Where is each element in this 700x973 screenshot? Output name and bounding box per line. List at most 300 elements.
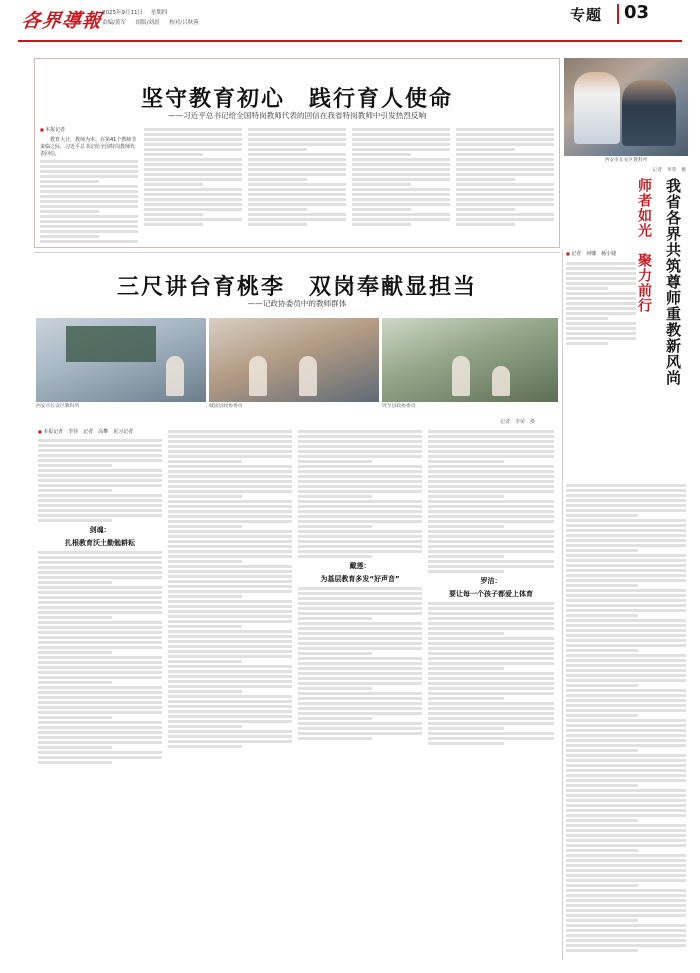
text-line xyxy=(38,606,162,609)
text-line xyxy=(168,710,292,713)
text-line xyxy=(566,664,686,667)
date-text: 2025年9月11日 xyxy=(102,10,143,16)
text-line xyxy=(38,464,112,467)
paragraph xyxy=(40,215,138,238)
text-line xyxy=(298,540,422,543)
text-line xyxy=(38,686,162,689)
text-line xyxy=(566,332,636,335)
text-line xyxy=(38,671,162,674)
text-line xyxy=(566,884,638,887)
section-divider xyxy=(617,4,619,24)
text-line xyxy=(298,697,422,700)
text-line xyxy=(428,550,554,553)
text-line xyxy=(168,570,292,573)
paragraph xyxy=(144,218,242,226)
text-line xyxy=(566,342,608,345)
text-line xyxy=(40,210,99,213)
text-line xyxy=(38,666,162,669)
text-line xyxy=(566,704,686,707)
text-line xyxy=(168,590,292,593)
text-line xyxy=(248,198,346,201)
text-line xyxy=(566,899,686,902)
article2-headline: 三尺讲台育桃李 双岗奉献显担当 xyxy=(116,275,477,300)
article2-photo-credit: 记者 李荣 摄 xyxy=(500,419,536,425)
article1-headline: 坚守教育初心 践行育人使命 xyxy=(140,87,453,112)
text-line xyxy=(298,485,422,488)
text-line xyxy=(298,727,422,730)
text-line xyxy=(428,545,554,548)
paragraph xyxy=(566,854,686,887)
text-line xyxy=(168,600,292,603)
paragraph xyxy=(428,465,554,498)
text-line xyxy=(352,138,450,141)
text-line xyxy=(566,569,686,572)
text-line xyxy=(144,158,242,161)
text-line xyxy=(566,829,686,832)
text-line xyxy=(428,485,554,488)
text-line xyxy=(566,769,686,772)
text-line xyxy=(38,661,162,664)
text-line xyxy=(566,624,686,627)
text-line xyxy=(144,173,242,176)
text-line xyxy=(456,178,515,181)
text-line xyxy=(566,689,686,692)
text-line xyxy=(248,173,346,176)
text-line xyxy=(456,193,554,196)
text-line xyxy=(428,712,554,715)
text-line xyxy=(566,764,686,767)
text-line xyxy=(566,267,636,270)
paragraph xyxy=(40,185,138,213)
text-line xyxy=(456,218,554,221)
paragraph xyxy=(168,530,292,563)
text-line xyxy=(428,490,554,493)
paragraph xyxy=(38,551,162,584)
text-line xyxy=(248,218,346,221)
text-line xyxy=(168,580,292,583)
text-line xyxy=(144,213,203,216)
article1-photo-credit: 记者 李荣 摄 xyxy=(652,168,686,173)
text-line xyxy=(352,153,411,156)
text-line xyxy=(566,929,686,932)
text-line xyxy=(298,652,372,655)
text-line xyxy=(566,312,636,315)
text-line xyxy=(566,794,686,797)
text-line xyxy=(566,679,686,682)
text-line xyxy=(144,128,242,131)
text-line xyxy=(298,737,372,740)
text-line xyxy=(566,539,686,542)
text-line xyxy=(298,592,422,595)
section-heading: 为基层教育多发“好声音” xyxy=(320,575,400,583)
paragraph xyxy=(168,630,292,663)
paragraph xyxy=(352,188,450,211)
text-line xyxy=(456,158,554,161)
text-line xyxy=(248,128,346,131)
text-line xyxy=(566,282,636,285)
text-line xyxy=(428,607,554,610)
text-line xyxy=(566,869,686,872)
paragraph xyxy=(38,494,162,522)
text-line xyxy=(456,208,515,211)
text-line xyxy=(38,716,112,719)
paragraph xyxy=(38,439,162,467)
text-line xyxy=(38,626,162,629)
text-line xyxy=(566,589,686,592)
paragraph xyxy=(566,262,636,290)
text-line xyxy=(456,198,554,201)
text-line xyxy=(456,138,554,141)
paragraph xyxy=(566,292,636,320)
text-line xyxy=(428,722,554,725)
text-line xyxy=(566,724,686,727)
text-line xyxy=(566,322,636,325)
text-line xyxy=(566,759,686,762)
article1-column-2 xyxy=(144,126,242,244)
text-line xyxy=(566,849,638,852)
text-line xyxy=(428,525,504,528)
text-line xyxy=(428,687,554,690)
text-line xyxy=(428,642,554,645)
text-line xyxy=(38,519,112,522)
text-line xyxy=(566,814,686,817)
text-line xyxy=(352,158,450,161)
text-line xyxy=(298,632,422,635)
text-line xyxy=(456,128,554,131)
paragraph xyxy=(298,587,422,620)
article2-photo-2 xyxy=(209,318,379,402)
text-line xyxy=(168,440,292,443)
text-line xyxy=(40,200,138,203)
text-line xyxy=(566,744,686,747)
text-line xyxy=(144,168,242,171)
text-line xyxy=(38,641,162,644)
text-line xyxy=(38,736,162,739)
paragraph xyxy=(566,889,686,922)
newspaper-logo: 各界導報 xyxy=(20,10,104,32)
text-line xyxy=(298,495,372,498)
text-line xyxy=(428,727,504,730)
text-line xyxy=(38,746,112,749)
text-line xyxy=(38,656,162,659)
text-line xyxy=(428,702,554,705)
text-line xyxy=(428,570,504,573)
text-line xyxy=(168,695,292,698)
text-line xyxy=(168,460,242,463)
text-line xyxy=(352,213,450,216)
text-line xyxy=(40,240,138,243)
text-line xyxy=(168,620,292,623)
text-line xyxy=(428,510,554,513)
text-line xyxy=(566,669,686,672)
text-line xyxy=(248,143,346,146)
text-line xyxy=(248,208,307,211)
text-line xyxy=(248,188,346,191)
article2-column-4 xyxy=(428,428,554,958)
text-line xyxy=(566,934,686,937)
text-line xyxy=(298,435,422,438)
text-line xyxy=(566,864,686,867)
text-line xyxy=(168,660,242,663)
text-line xyxy=(38,479,162,482)
article1-column-5 xyxy=(456,126,554,244)
text-line xyxy=(428,520,554,523)
text-line xyxy=(38,741,162,744)
text-line xyxy=(352,188,450,191)
text-line xyxy=(566,584,638,587)
paragraph xyxy=(248,153,346,181)
text-line xyxy=(168,530,292,533)
text-line xyxy=(566,889,686,892)
text-line xyxy=(168,515,292,518)
text-line xyxy=(168,610,292,613)
paragraph xyxy=(38,751,162,764)
text-line xyxy=(566,804,686,807)
paragraph xyxy=(144,188,242,216)
text-line xyxy=(352,223,411,226)
text-line xyxy=(566,307,636,310)
text-line xyxy=(352,198,450,201)
text-line xyxy=(428,555,504,558)
text-line xyxy=(566,554,686,557)
text-line xyxy=(168,745,242,748)
text-line xyxy=(298,470,422,473)
text-line xyxy=(566,499,686,502)
text-line xyxy=(566,297,636,300)
paragraph xyxy=(298,430,422,463)
text-line xyxy=(38,696,162,699)
text-line xyxy=(352,133,450,136)
paragraph xyxy=(428,637,554,670)
text-line xyxy=(168,455,292,458)
text-line xyxy=(298,587,422,590)
text-line xyxy=(428,440,554,443)
text-line xyxy=(566,574,686,577)
text-line xyxy=(298,545,422,548)
paragraph xyxy=(40,240,138,244)
text-line xyxy=(38,454,162,457)
paragraph xyxy=(248,213,346,226)
text-line xyxy=(566,302,636,305)
text-line xyxy=(352,203,450,206)
text-line xyxy=(38,726,162,729)
text-line xyxy=(566,272,636,275)
text-line xyxy=(168,510,292,513)
text-line xyxy=(298,510,422,513)
text-line xyxy=(38,706,162,709)
text-line xyxy=(298,550,422,553)
text-line xyxy=(566,939,686,942)
text-line xyxy=(38,631,162,634)
paragraph xyxy=(566,754,686,787)
text-line xyxy=(352,128,450,131)
text-line xyxy=(168,485,292,488)
text-line xyxy=(566,709,686,712)
text-line xyxy=(40,225,138,228)
text-line xyxy=(352,168,450,171)
article-divider xyxy=(34,252,560,253)
text-line xyxy=(38,756,162,759)
text-line xyxy=(38,636,162,639)
paragraph xyxy=(428,702,554,730)
photo-person-1 xyxy=(574,72,620,144)
article2-column-3 xyxy=(298,428,422,958)
text-line xyxy=(566,719,686,722)
text-line xyxy=(566,494,686,497)
text-line xyxy=(168,560,242,563)
text-line xyxy=(144,133,242,136)
weekday-text: 星期四 xyxy=(150,10,168,16)
paragraph xyxy=(298,657,422,690)
paragraph xyxy=(566,654,686,687)
text-line xyxy=(298,647,422,650)
paragraph xyxy=(428,602,554,635)
text-line xyxy=(566,844,686,847)
text-line xyxy=(352,183,411,186)
text-line xyxy=(566,337,636,340)
paragraph xyxy=(168,565,292,598)
column-divider xyxy=(562,250,563,960)
text-line xyxy=(168,650,292,653)
text-line xyxy=(38,596,162,599)
text-line xyxy=(144,138,242,141)
text-line xyxy=(566,629,686,632)
text-line xyxy=(248,133,346,136)
text-line xyxy=(566,649,638,652)
text-line xyxy=(298,657,422,660)
text-line xyxy=(168,670,292,673)
text-line xyxy=(298,530,422,533)
text-line xyxy=(566,944,686,947)
text-line xyxy=(38,576,162,579)
text-line xyxy=(428,535,554,538)
text-line xyxy=(566,779,686,782)
text-line xyxy=(298,607,422,610)
text-line xyxy=(566,654,686,657)
text-line xyxy=(168,615,292,618)
text-line xyxy=(566,529,686,532)
text-line xyxy=(168,735,292,738)
article2-caption-3: 周至县政协委员 xyxy=(382,404,416,409)
text-line xyxy=(168,725,242,728)
text-line xyxy=(298,535,422,538)
text-line xyxy=(566,287,608,290)
text-line xyxy=(566,809,686,812)
text-line xyxy=(38,556,162,559)
text-line xyxy=(38,499,162,502)
text-line xyxy=(456,153,554,156)
text-line xyxy=(298,440,422,443)
text-line xyxy=(566,834,686,837)
paragraph xyxy=(38,721,162,749)
text-line xyxy=(248,153,346,156)
article3-title xyxy=(636,178,688,478)
text-line xyxy=(298,430,422,433)
article1-column-3 xyxy=(248,126,346,244)
text-line xyxy=(428,445,554,448)
text-line xyxy=(38,444,162,447)
paragraph xyxy=(38,686,162,719)
text-line xyxy=(298,515,422,518)
paragraph xyxy=(428,430,554,463)
text-line xyxy=(428,632,504,635)
text-line xyxy=(40,215,138,218)
text-line xyxy=(298,662,422,665)
text-line xyxy=(428,435,554,438)
text-line xyxy=(456,183,554,186)
text-line xyxy=(38,691,162,694)
text-line xyxy=(566,819,638,822)
text-line xyxy=(248,193,346,196)
text-line xyxy=(144,178,242,181)
text-line xyxy=(168,675,292,678)
text-line xyxy=(144,223,203,226)
text-line xyxy=(428,667,504,670)
person-figure xyxy=(249,356,267,396)
paragraph xyxy=(168,695,292,728)
text-line xyxy=(168,475,292,478)
proof-credit: 校对/吕秋蓉 xyxy=(169,20,199,26)
text-line xyxy=(566,909,686,912)
text-line xyxy=(298,672,422,675)
text-line xyxy=(168,625,242,628)
text-line xyxy=(566,489,686,492)
text-line xyxy=(298,717,372,720)
text-line xyxy=(38,681,112,684)
article3-column-1 xyxy=(566,260,636,400)
article1-subhead: ——习近平总书记给全国特岗教师代表的回信在我省特岗教师中引发热烈反响 xyxy=(167,111,427,120)
text-line xyxy=(428,455,554,458)
text-line xyxy=(298,712,422,715)
text-line xyxy=(40,220,138,223)
text-line xyxy=(566,839,686,842)
text-line xyxy=(248,183,346,186)
byline: ■ 本报记者 xyxy=(40,126,138,134)
text-line xyxy=(566,559,686,562)
coach-figure xyxy=(452,356,470,396)
text-line xyxy=(456,223,515,226)
text-line xyxy=(428,707,554,710)
article2-caption-2: 城固县政协委员 xyxy=(209,404,243,409)
paragraph xyxy=(40,137,138,183)
text-line xyxy=(566,784,638,787)
text-line xyxy=(298,480,422,483)
text-line xyxy=(144,183,203,186)
text-line xyxy=(566,734,686,737)
text-line xyxy=(428,540,554,543)
text-line xyxy=(298,642,422,645)
paragraph xyxy=(456,128,554,151)
text-line xyxy=(168,715,292,718)
text-line xyxy=(566,534,686,537)
text-line xyxy=(428,637,554,640)
text-line xyxy=(40,235,99,238)
article1-column-4 xyxy=(352,126,450,244)
text-line xyxy=(168,720,292,723)
text-line xyxy=(566,714,638,717)
paragraph xyxy=(428,732,554,745)
text-line xyxy=(248,178,307,181)
editor-credit: 责编/黄军 xyxy=(102,20,126,26)
text-line xyxy=(38,676,162,679)
text-line xyxy=(456,133,554,136)
text-line xyxy=(144,163,242,166)
text-line xyxy=(168,545,292,548)
text-line xyxy=(298,490,422,493)
text-line xyxy=(456,143,554,146)
text-line xyxy=(168,690,242,693)
text-line xyxy=(168,480,292,483)
